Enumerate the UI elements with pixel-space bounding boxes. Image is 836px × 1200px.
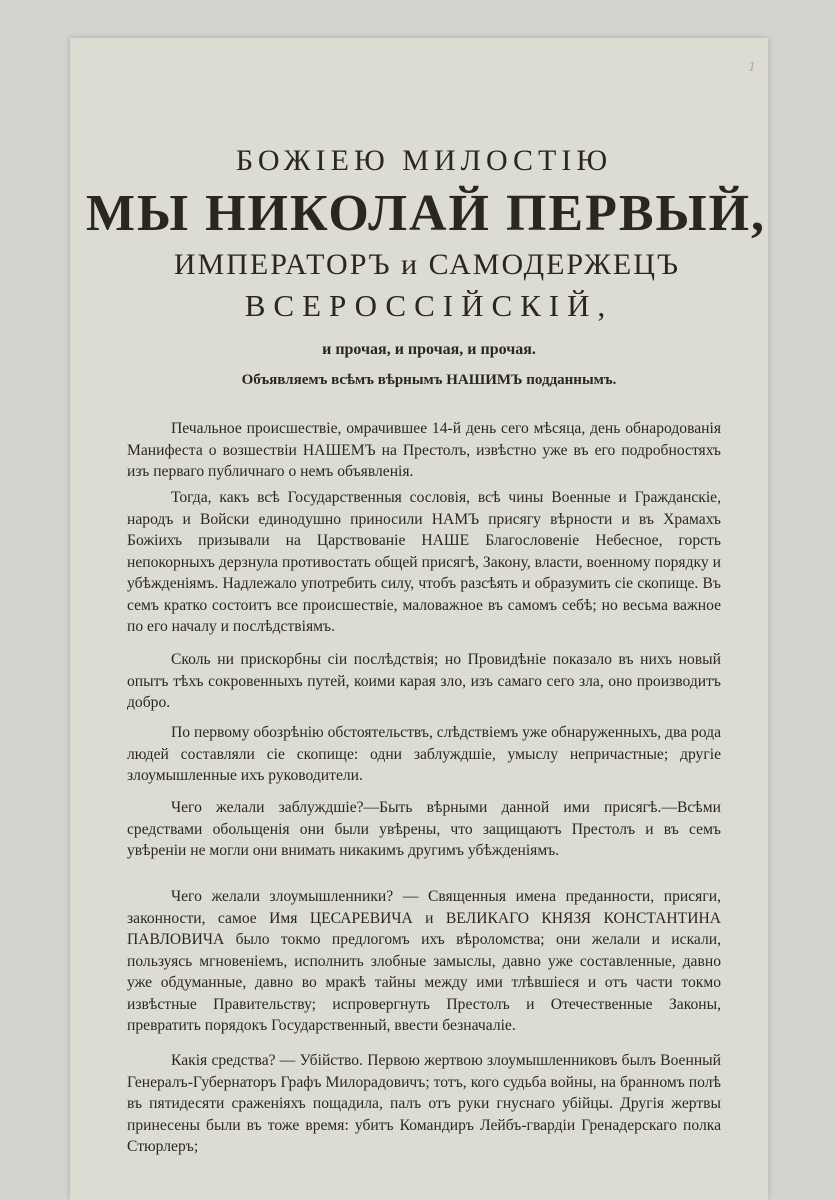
page-number: 1 <box>748 60 756 74</box>
etcetera-line: и прочая, и прочая, и прочая. <box>322 341 536 358</box>
invocation-heading: БОЖІЕЮ МИЛОСТІЮ <box>235 144 613 177</box>
address-line: Объявляемъ всѣмъ вѣрнымъ НАШИМЪ подданнымъ. <box>241 372 617 388</box>
manifesto-paragraph-7: Какія средства? — Убійство. Первою жертвою злоумышленниковъ былъ Военный Генералъ-Губернаторъ Графъ Милорадовичъ; тотъ, кого судьба войны, на бранномъ полѣ въ пятидесяти сраженіяхъ пощадила, палъ отъ руки гнуснаго убійцы. Другія жертвы принесены были въ тоже время: убитъ Командиръ Лейбъ-гвардіи Гренадерскаго полка Стюрлеръ; <box>127 1052 721 1155</box>
manifesto-paragraph-4: По первому обозрѣнію обстоятельствъ, слѣдствіемъ уже обнаруженныхъ, два рода людей составляли сіе скопище: одни заблуждшіе, умыслу непричастные; другіе злоумышленные ихъ руководители. <box>127 724 721 784</box>
title-heading: ИМПЕРАТОРЪ и САМОДЕРЖЕЦЪ <box>173 248 681 281</box>
realm-heading: ВСЕРОССІЙСКІЙ, <box>244 288 614 323</box>
manifesto-paragraph-3: Сколь ни прискорбны сіи послѣдствія; но Провидѣніе показало въ нихъ новый опытъ тѣхъ сокровенныхъ путей, коими карая зло, изъ самаго сего зла, оно производитъ добро. <box>127 651 721 711</box>
emperor-name-heading: МЫ НИКОЛАЙ ПЕРВЫЙ, <box>85 185 767 242</box>
manifesto-paragraph-2: Тогда, какъ всѣ Государственныя сословія, всѣ чины Военные и Гражданскіе, народъ и Войски единодушно приносили НАМЪ присягу вѣрности и въ Храмахъ Божіихъ призывали на Царствованіе НАШЕ Благословеніе Небесное, горсть непокорныхъ дерзнула противостать общей присягѣ, Закону, власти, военному порядку и убѣжденіямъ. Надлежало употребить силу, чтобъ разсѣять и образумить сіе скопище. Въ семъ кратко состоитъ все происшествіе, маловажное въ самомъ себѣ; но весьма важное по его началу и послѣдствіямъ. <box>127 489 721 635</box>
document-page <box>70 38 768 1200</box>
manifesto-paragraph-1: Печальное происшествіе, омрачившее 14-й день сего мѣсяца, день обнародованія Манифеста о возшествіи НАШЕМЪ на Престолъ, извѣстно уже въ его подробностяхъ изъ перваго публичнаго о немъ объявленія. <box>127 420 721 480</box>
manifesto-paragraph-5: Чего желали заблуждшіе?—Быть вѣрными данной ими присягѣ.—Всѣми средствами обольщенія они были увѣрены, что защищаютъ Престолъ и въ семъ увѣреніи не могли они внимать никакимъ другимъ убѣжденіямъ. <box>127 799 721 859</box>
manifesto-paragraph-6: Чего желали злоумышленники? — Священныя имена преданности, присяги, законности, самое Имя ЦЕСАРЕВИЧА и ВЕЛИКАГО КНЯЗЯ КОНСТАНТИНА ПАВЛОВИЧА было токмо предлогомъ ихъ вѣроломства; они желали и искали, пользуясь мгновеніемъ, исполнить злобные замыслы, давно уже составленные, давно уже обдуманные, давно во мракѣ тайны между ими тлѣвшіеся и отъ части токмо извѣстные Правительству; испровергнуть Престолъ и Отечественные Законы, превратить порядокъ Государственный, ввести безначаліе. <box>127 888 721 1034</box>
